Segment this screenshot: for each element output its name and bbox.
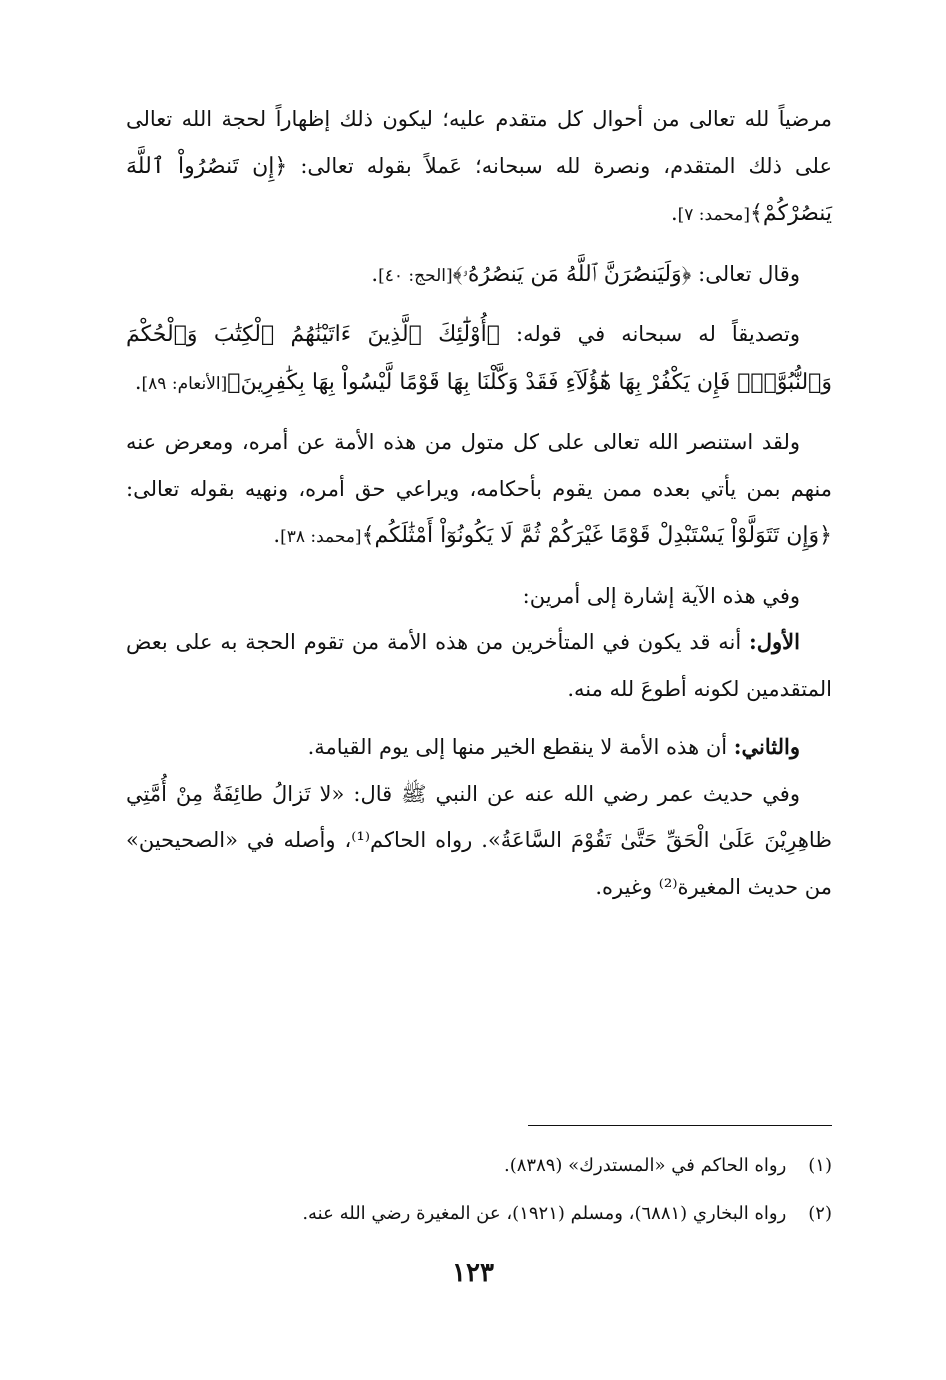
paragraph-text: أن هذه الأمة لا ينقطع الخير منها إلى يوم القيامة.: [307, 735, 728, 759]
paragraph-text: أنه قد يكون في المتأخرين من هذه الأمة من تقوم الحجة به على بعض المتقدمين لكونه أطوعَ لله منه.: [126, 630, 832, 701]
paragraph-4: [126, 419, 832, 561]
footnote-1: [200, 1142, 832, 1190]
paragraph-text: وفي هذه الآية إشارة إلى أمرين:: [522, 583, 800, 608]
verse-citation: [الحج: ٤٠]: [378, 265, 453, 286]
sentence-end: .: [134, 369, 142, 394]
sentence-end: .: [273, 523, 281, 547]
verse-citation: [محمد: ٣٨]: [280, 527, 362, 547]
page-number: ١٢٣: [452, 1258, 494, 1288]
paragraph-6: [126, 619, 832, 712]
footnotes: [200, 1142, 832, 1238]
paragraph-text: مرضياً لله تعالى من أحوال كل متقدم عليه؛ ليكون ذلك إظهاراً لحجة الله تعالى على ذلك المتقدم، ونصرة لله سبحانه؛ عَملاً بقوله تعالى:: [126, 107, 832, 178]
paragraph-text: ولقد استنصر الله تعالى على كل متول من هذه الأمة عن أمره، ومعرض عنه منهم بمن يأتي بعده ممن يقوم بأحكامه، ويراعي حق أمره، ونهيه بقوله تعالى:: [126, 430, 832, 501]
paragraph-5: [126, 573, 832, 620]
paragraph-1: [126, 96, 832, 239]
paragraph-3: [126, 311, 832, 407]
point-label: الأول:: [749, 629, 800, 654]
paragraph-8: [126, 771, 832, 911]
point-label: والثاني:: [733, 734, 800, 759]
footnote-2: [200, 1190, 832, 1238]
paragraph-text: وتصديقاً له سبحانه في قوله:: [516, 322, 800, 346]
paragraph-2: [126, 251, 832, 300]
verse-citation: [محمد: ٧]: [677, 205, 751, 225]
footnote-divider: [528, 1125, 832, 1126]
main-text: [126, 96, 832, 910]
quran-verse: ﴿وَلَيَنصُرَنَّ ٱللَّهُ مَن يَنصُرُهُۥ﴾: [452, 261, 692, 287]
paragraph-7: [126, 724, 832, 771]
footnote-text: رواه الحاكم في «المستدرك» (٨٣٨٩).: [503, 1155, 787, 1176]
footnote-number: (١): [808, 1155, 832, 1176]
paragraph-text: وقال تعالى:: [698, 261, 800, 286]
quran-verse: ﴿أُوْلَٰٓئِكَ ٱلَّذِينَ ءَاتَيْنَٰهُمُ ٱلْكِتَٰبَ وَٱلْحُكْمَ وَٱلنُّبُوَّةَۚ فَإِن يَكْفُرْ بِهَا هَٰٓؤُلَآءِ فَقَدْ وَكَّلْنَا بِهَا قَوْمًا لَّيْسُواْ بِهَا بِكَٰفِرِينَ﴾: [126, 322, 832, 395]
verse-citation: [الأنعام: ٨٩]: [141, 373, 228, 394]
quran-verse: ﴿وَإِن تَتَوَلَّوْاْ يَسْتَبْدِلْ قَوْمًا غَيْرَكُمْ ثُمَّ لَا يَكُونُوٓاْ أَمْثَٰلَكُم﴾: [361, 523, 832, 548]
footnote-text: رواه البخاري (٦٨٨١)، ومسلم (١٩٢١)، عن المغيرة رضي الله عنه.: [302, 1203, 787, 1224]
sentence-end: .: [371, 261, 379, 286]
paragraph-text: وفي حديث عمر رضي الله عنه عن النبي ﷺ قال: «لا تَزالُ طائِفَةٌ مِنْ أُمَّتِي ظاهِرِيْنَ عَلَىٰ الْحَقِّ حَتَّىٰ تَقُوْمَ السَّاعَةُ». رواه الحاكم⁽¹⁾، وأصله في «الصحيحين» من حديث المغيرة⁽²⁾ وغيره.: [126, 781, 833, 899]
sentence-end: .: [670, 201, 678, 225]
quran-verse: ﴿إِن تَنصُرُواْ ٱللَّهَ يَنصُرْكُمْ﴾: [126, 153, 832, 226]
footnote-number: (٢): [808, 1203, 832, 1224]
